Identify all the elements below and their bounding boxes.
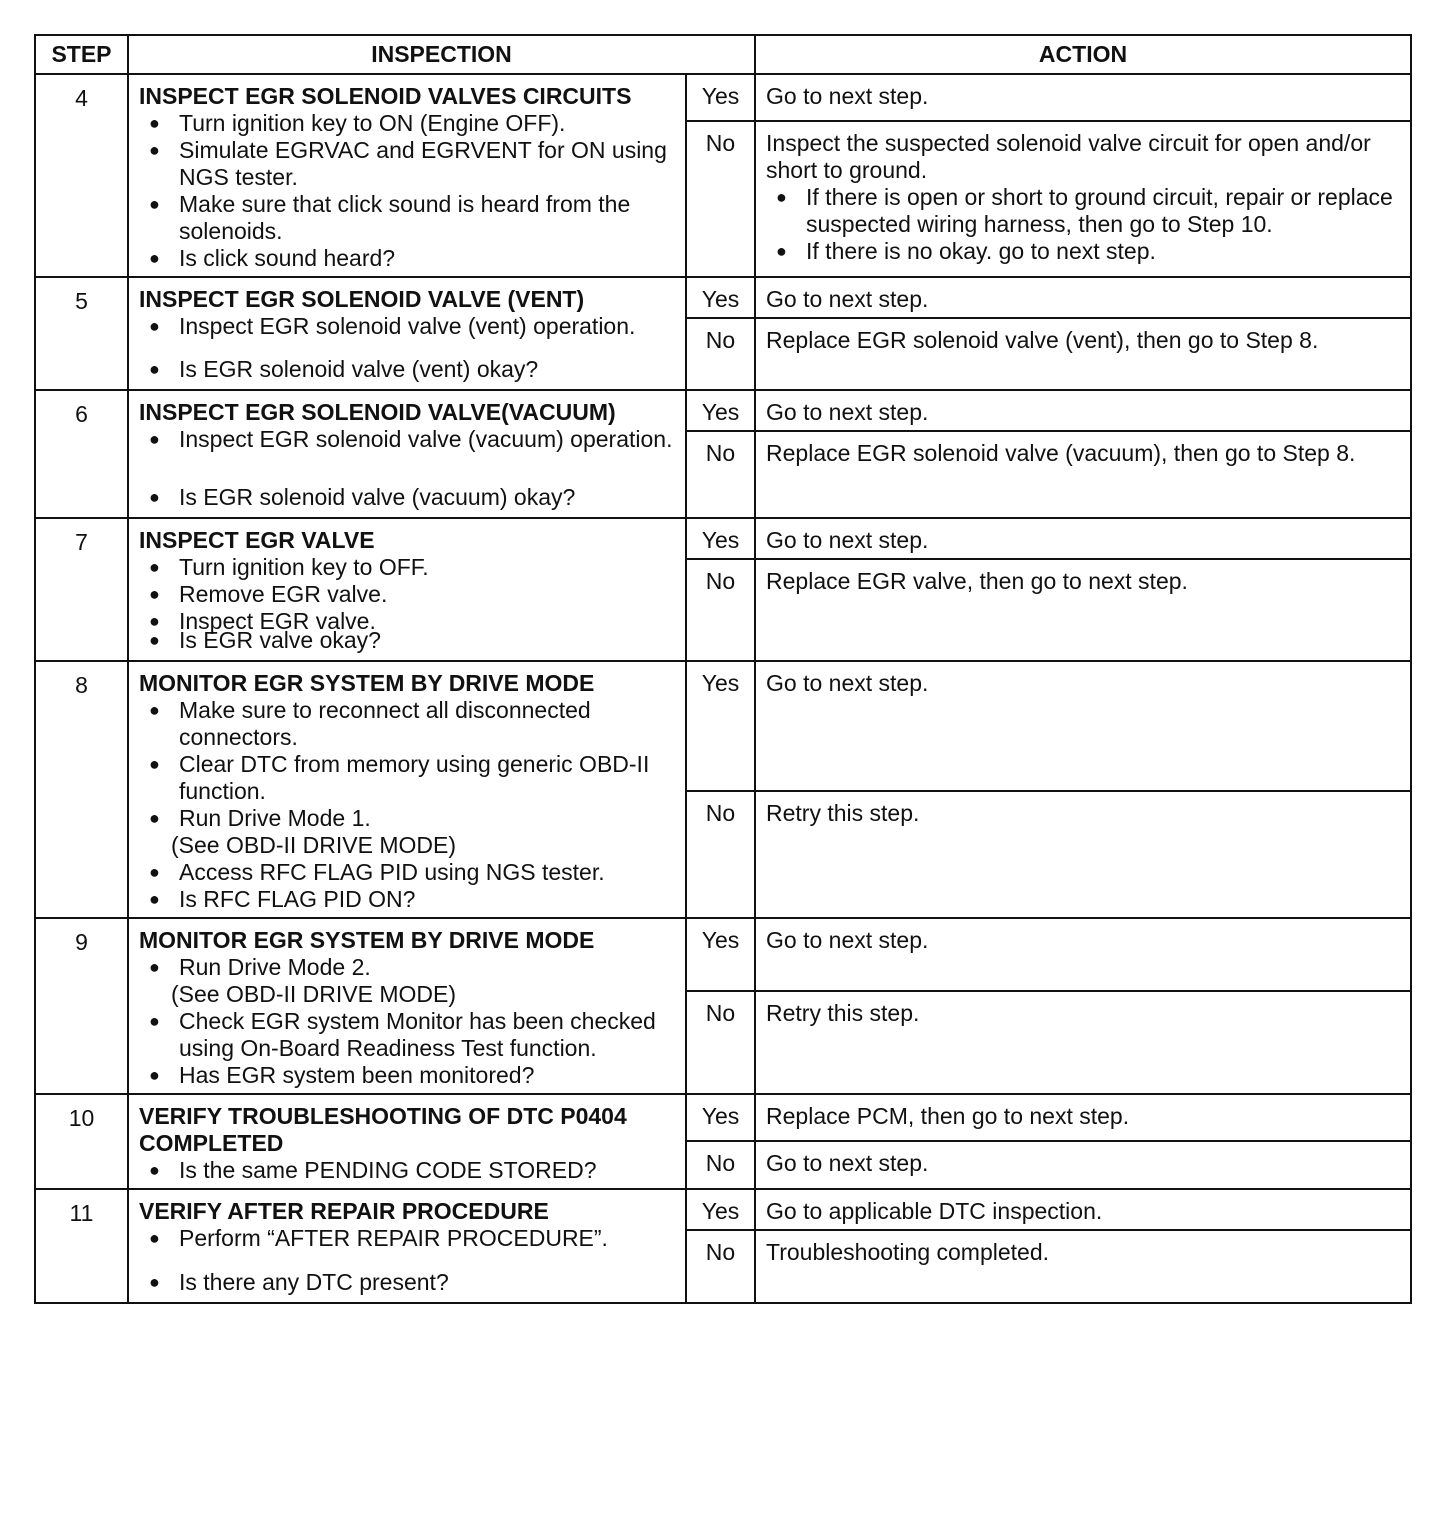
step-number: 7 — [35, 518, 128, 661]
step-9-inspection — [128, 918, 686, 1094]
no-label: No — [686, 431, 755, 518]
inspection-list — [139, 1157, 679, 1184]
inspection-item: ● Simulate EGRVAC and EGRVENT for ON using NGS tester. — [139, 137, 679, 191]
step-6-inspection — [128, 390, 686, 518]
step-4-yes-row — [35, 74, 1411, 121]
inspection-list-2 — [139, 1008, 679, 1089]
step-title: INSPECT EGR VALVE — [139, 527, 375, 553]
step-number: 10 — [35, 1094, 128, 1189]
no-label: No — [686, 791, 755, 918]
action-list — [766, 184, 1404, 265]
inspection-item: ● Run Drive Mode 2. — [139, 954, 679, 981]
inspection-item: ● Inspect EGR solenoid valve (vent) operation. — [139, 313, 679, 340]
yes-label: Yes — [686, 74, 755, 121]
header-step: STEP — [35, 35, 128, 74]
inspection-list — [139, 426, 679, 453]
step-8-inspection — [128, 661, 686, 918]
inspection-item: ● Is EGR valve okay? — [139, 627, 679, 654]
step-6-yes-row — [35, 390, 1411, 431]
yes-label: Yes — [686, 661, 755, 791]
step-title: INSPECT EGR SOLENOID VALVE (VENT) — [139, 286, 585, 312]
inspection-item: ● Turn ignition key to OFF. — [139, 554, 679, 581]
no-action — [755, 121, 1411, 277]
inspection-list — [139, 954, 679, 981]
no-label: No — [686, 1230, 755, 1303]
step-number: 5 — [35, 277, 128, 390]
no-action: Retry this step. — [755, 991, 1411, 1094]
yes-label: Yes — [686, 1094, 755, 1141]
step-title: INSPECT EGR SOLENOID VALVE(VACUUM) — [139, 399, 616, 425]
inspection-item: ● Is click sound heard? — [139, 245, 679, 272]
action-item: ● If there is open or short to ground circuit, repair or replace suspected wiring harness, then go to Step 10. — [766, 184, 1404, 238]
inspection-item: ● Is RFC FLAG PID ON? — [139, 886, 679, 913]
step-5-yes-row — [35, 277, 1411, 318]
inspection-item: ● Is the same PENDING CODE STORED? — [139, 1157, 679, 1184]
inspection-list — [139, 110, 679, 272]
header-action: ACTION — [755, 35, 1411, 74]
step-8-yes-row — [35, 661, 1411, 791]
inspection-question — [139, 356, 679, 383]
step-title: VERIFY TROUBLESHOOTING OF DTC P0404 COMPLETED — [139, 1103, 627, 1156]
inspection-item: ● Has EGR system been monitored? — [139, 1062, 679, 1089]
step-11-yes-row — [35, 1189, 1411, 1230]
no-label: No — [686, 559, 755, 661]
yes-action: Go to next step. — [755, 518, 1411, 559]
step-number: 11 — [35, 1189, 128, 1303]
step-11-inspection — [128, 1189, 686, 1303]
inspection-item: ● Make sure that click sound is heard from the solenoids. — [139, 191, 679, 245]
header-row — [35, 35, 1411, 74]
step-title: MONITOR EGR SYSTEM BY DRIVE MODE — [139, 670, 595, 696]
inspection-list — [139, 554, 679, 635]
yes-action: Go to next step. — [755, 277, 1411, 318]
inspection-note: (See OBD-II DRIVE MODE) — [171, 832, 456, 858]
inspection-item: ● Inspect EGR solenoid valve (vacuum) operation. — [139, 426, 679, 453]
inspection-list — [139, 313, 679, 340]
no-action-text: Inspect the suspected solenoid valve circuit for open and/or short to ground. — [766, 130, 1371, 183]
no-action: Replace EGR valve, then go to next step. — [755, 559, 1411, 661]
inspection-item: ● Is EGR solenoid valve (vent) okay? — [139, 356, 679, 383]
yes-label: Yes — [686, 390, 755, 431]
inspection-item: ● Perform “AFTER REPAIR PROCEDURE”. — [139, 1225, 679, 1252]
inspection-question — [139, 484, 679, 511]
yes-label: Yes — [686, 1189, 755, 1230]
inspection-item: ● Is EGR solenoid valve (vacuum) okay? — [139, 484, 679, 511]
inspection-item: ● Run Drive Mode 1. — [139, 805, 679, 832]
yes-action: Go to next step. — [755, 661, 1411, 791]
no-action: Retry this step. — [755, 791, 1411, 918]
yes-action: Replace PCM, then go to next step. — [755, 1094, 1411, 1141]
inspection-item: ● Turn ignition key to ON (Engine OFF). — [139, 110, 679, 137]
inspection-list-2 — [139, 859, 679, 913]
step-4-inspection — [128, 74, 686, 277]
yes-action: Go to next step. — [755, 918, 1411, 991]
step-10-yes-row — [35, 1094, 1411, 1141]
step-7-inspection — [128, 518, 686, 661]
step-7-yes-row — [35, 518, 1411, 559]
step-10-inspection — [128, 1094, 686, 1189]
inspection-item: ● Remove EGR valve. — [139, 581, 679, 608]
step-9-yes-row — [35, 918, 1411, 991]
no-action: Replace EGR solenoid valve (vacuum), then go to Step 8. — [755, 431, 1411, 518]
yes-label: Yes — [686, 918, 755, 991]
inspection-item: ● Clear DTC from memory using generic OBD-II function. — [139, 751, 679, 805]
troubleshooting-table — [34, 34, 1412, 1304]
step-number: 4 — [35, 74, 128, 277]
inspection-item: ● Access RFC FLAG PID using NGS tester. — [139, 859, 679, 886]
no-label: No — [686, 1141, 755, 1189]
inspection-item: ● Make sure to reconnect all disconnected connectors. — [139, 697, 679, 751]
inspection-item: ● Inspect EGR valve. — [139, 608, 679, 635]
step-5-inspection — [128, 277, 686, 390]
inspection-list — [139, 697, 679, 832]
inspection-item: ● Check EGR system Monitor has been checked using On-Board Readiness Test function. — [139, 1008, 679, 1062]
step-number: 6 — [35, 390, 128, 518]
yes-action: Go to next step. — [755, 74, 1411, 121]
step-title: INSPECT EGR SOLENOID VALVES CIRCUITS — [139, 83, 632, 109]
yes-action: Go to applicable DTC inspection. — [755, 1189, 1411, 1230]
no-action: Troubleshooting completed. — [755, 1230, 1411, 1303]
yes-label: Yes — [686, 277, 755, 318]
step-title: MONITOR EGR SYSTEM BY DRIVE MODE — [139, 927, 595, 953]
inspection-note: (See OBD-II DRIVE MODE) — [171, 981, 456, 1007]
inspection-item: ● Is there any DTC present? — [139, 1269, 679, 1296]
inspection-list — [139, 1225, 679, 1252]
action-item: ● If there is no okay. go to next step. — [766, 238, 1404, 265]
header-inspection: INSPECTION — [128, 35, 755, 74]
yes-action: Go to next step. — [755, 390, 1411, 431]
step-number: 8 — [35, 661, 128, 918]
no-action: Replace EGR solenoid valve (vent), then go to Step 8. — [755, 318, 1411, 390]
step-title: VERIFY AFTER REPAIR PROCEDURE — [139, 1198, 549, 1224]
no-action: Go to next step. — [755, 1141, 1411, 1189]
inspection-question — [139, 1269, 679, 1296]
no-label: No — [686, 318, 755, 390]
yes-label: Yes — [686, 518, 755, 559]
inspection-question — [139, 627, 679, 654]
no-label: No — [686, 121, 755, 277]
step-number: 9 — [35, 918, 128, 1094]
no-label: No — [686, 991, 755, 1094]
